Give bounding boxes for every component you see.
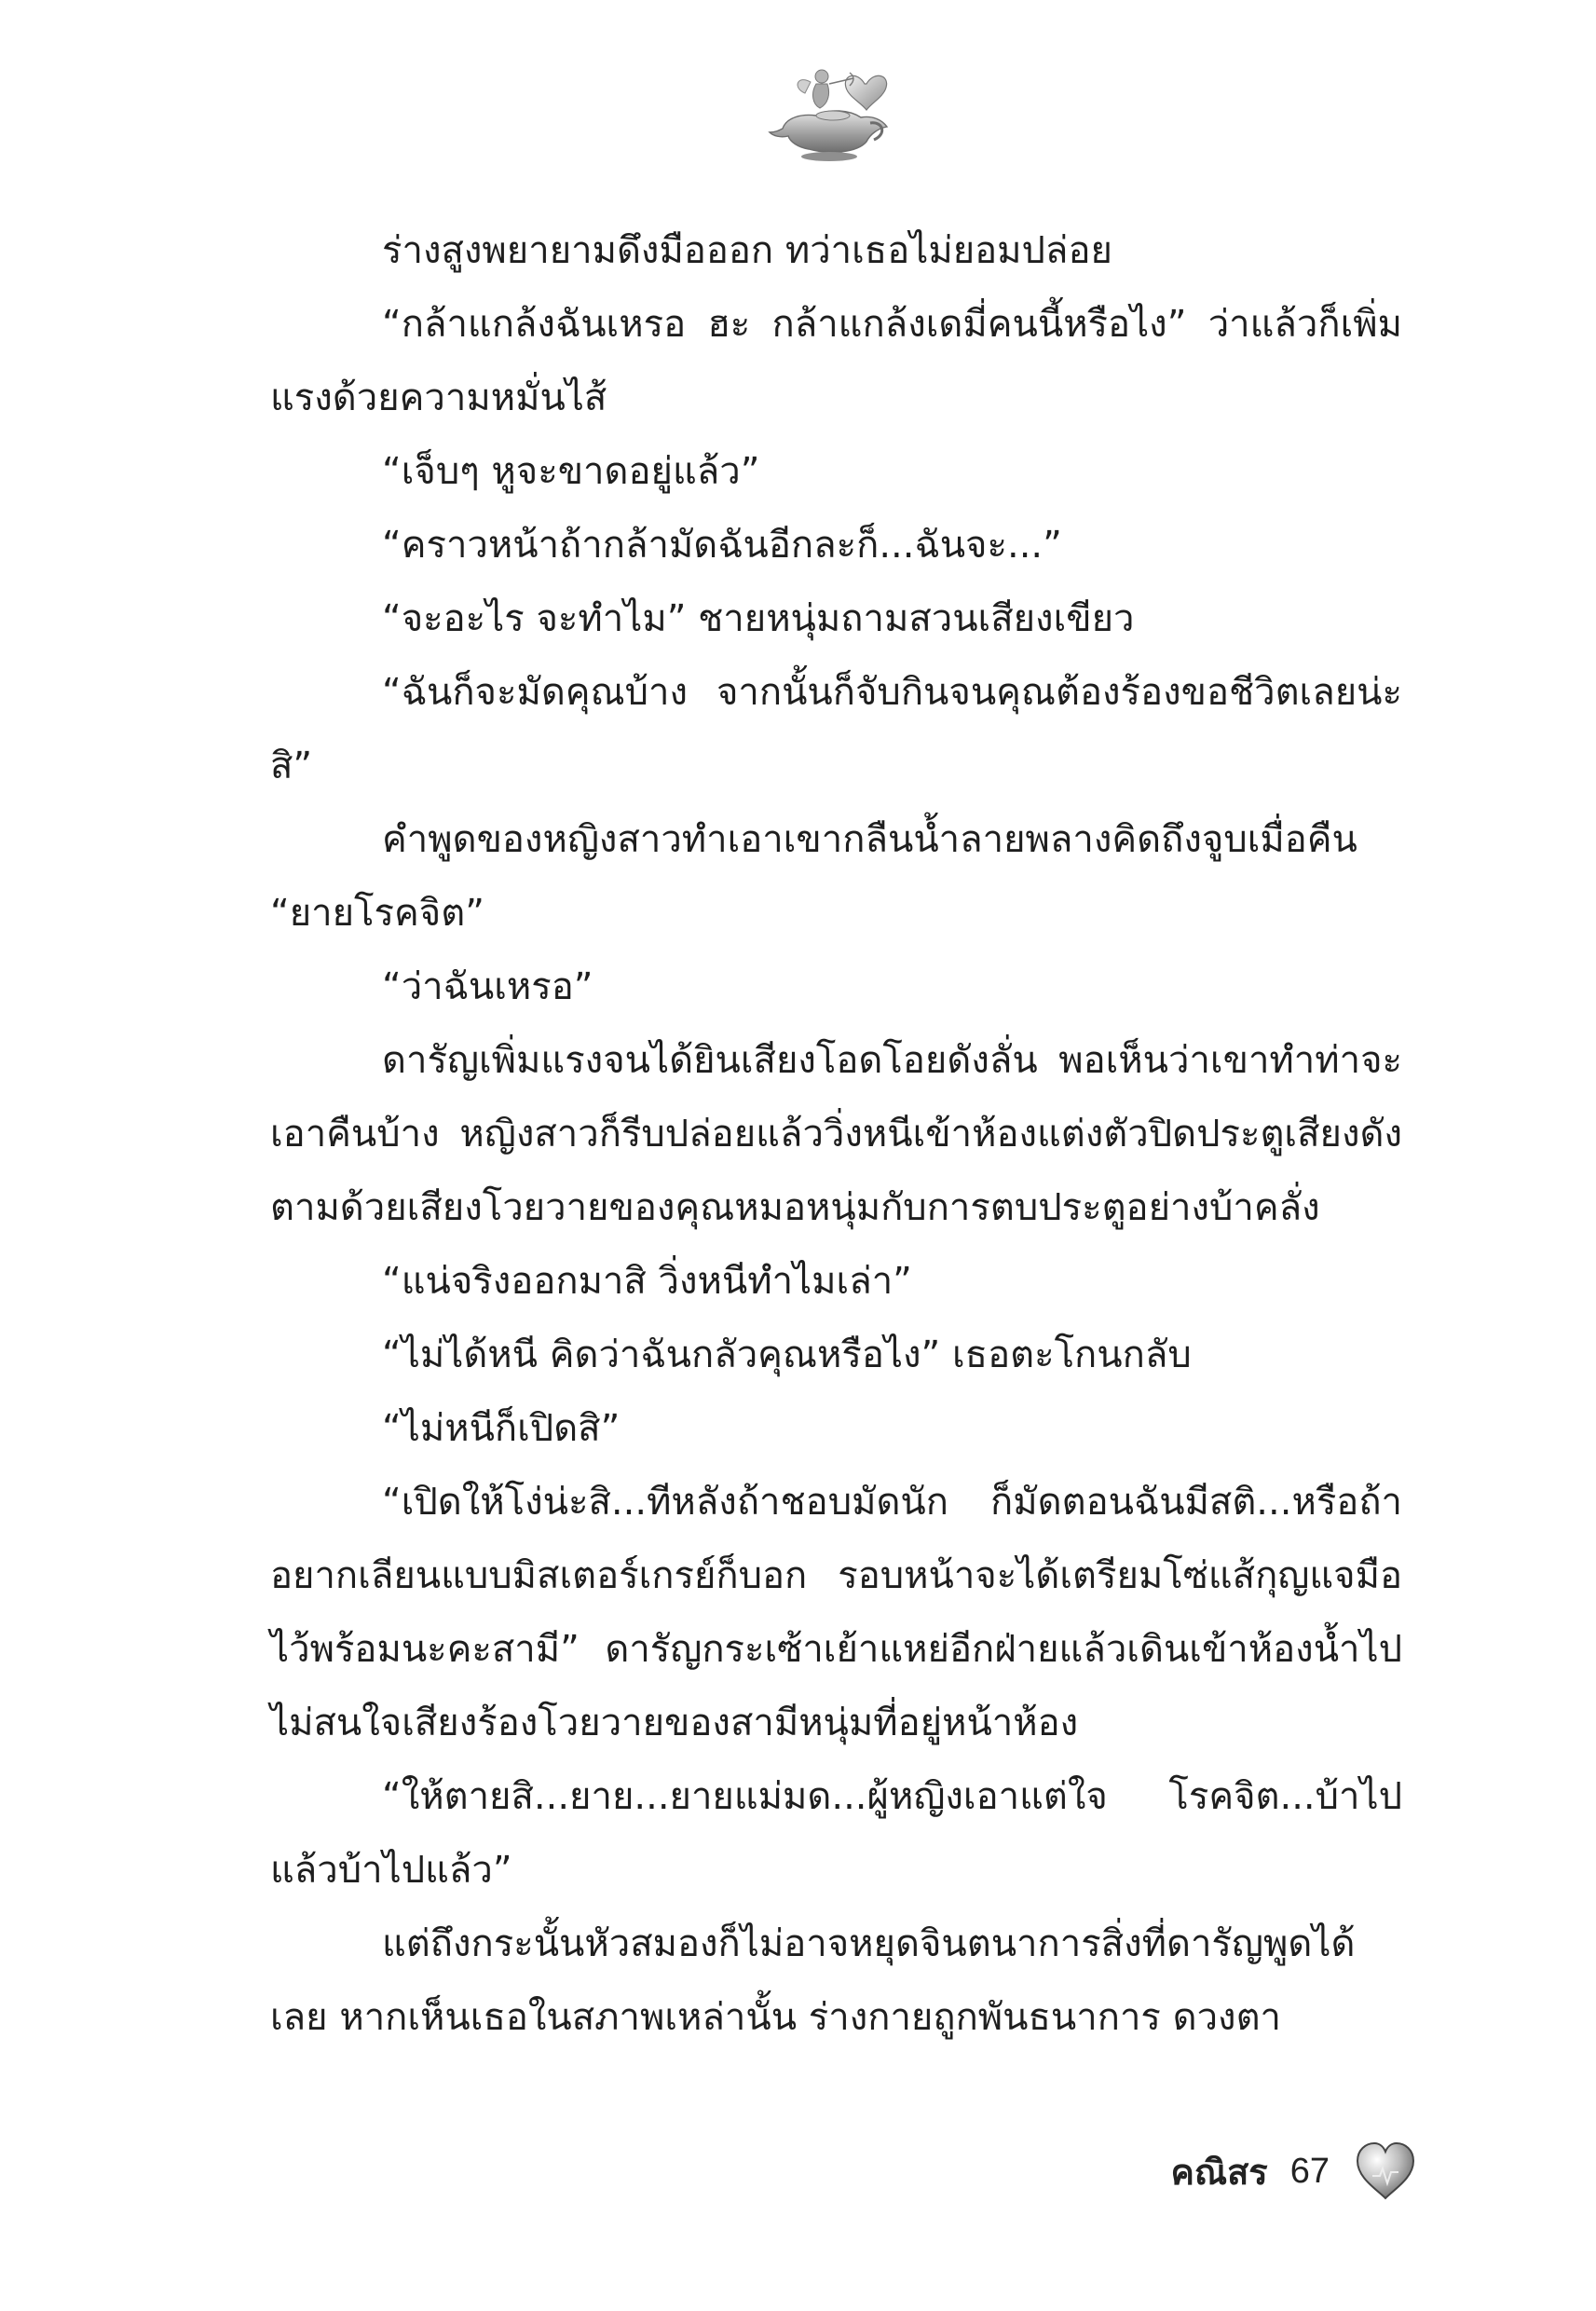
body-text [270,214,1402,2055]
paragraph: คำพูดของหญิงสาวทำเอาเขากลืนน้ำลายพลางคิดถึงจูบเมื่อคืน “ยายโรคจิต” [270,818,1357,935]
paragraph: “ให้ตายสิ...ยาย...ยายแม่มด...ผู้หญิงเอาแต่ใจ โรคจิต...บ้าไปแล้วบ้าไปแล้ว” [270,1775,1402,1892]
paragraph: “เปิดให้โง่น่ะสิ...ทีหลังถ้าชอบมัดนัก ก็มัดตอนฉันมีสติ...หรือถ้าอยากเลียนแบบมิสเตอร์เกรย์ก็บอก รอบหน้าจะได้เตรียมโซ่แส้กุญแจมือไว้พร้อมนะคะสามี” ดารัญกระเซ้าเย้าแหย่อีกฝ่ายแล้วเดินเข้าห้องน้ำไป ไม่สนใจเสียงร้องโวยวายของสามีหนุ่มที่อยู่หน้าห้อง [270,1481,1402,1744]
paragraph: “จะอะไร จะทำไม” ชายหนุ่มถามสวนเสียงเขียว [382,597,1135,640]
paragraph: “เจ็บๆ หูจะขาดอยู่แล้ว” [382,450,760,493]
author-name: คณิสร [1170,2151,1268,2193]
paragraph: “คราวหน้าถ้ากล้ามัดฉันอีกละก็...ฉันจะ...” [382,524,1062,567]
paragraph: แต่ถึงกระนั้นหัวสมองก็ไม่อาจหยุดจินตนาการสิ่งที่ดารัญพูดได้เลย หากเห็นเธอในสภาพเหล่านั้น ร่างกายถูกพันธนาการ ดวงตา [270,1922,1356,2039]
page-footer [1170,2134,1419,2208]
paragraph: ร่างสูงพยายามดึงมือออก ทว่าเธอไม่ยอมปล่อย [382,229,1112,272]
page-number: 67 [1289,2151,1330,2191]
paragraph: “กล้าแกล้งฉันเหรอ ฮะ กล้าแกล้งเดมี่คนนี้หรือไง” ว่าแล้วก็เพิ่มแรงด้วยความหมั่นไส้ [270,303,1402,419]
paragraph: “ฉันก็จะมัดคุณบ้าง จากนั้นก็จับกินจนคุณต้องร้องขอชีวิตเลยน่ะสิ” [270,671,1402,787]
paragraph: “ไม่หนีก็เปิดสิ” [382,1407,621,1450]
paragraph: “ไม่ได้หนี คิดว่าฉันกลัวคุณหรือไง” เธอตะโกนกลับ [382,1333,1192,1376]
heart-icon [1352,2139,1419,2204]
teapot-cupid-icon [764,56,904,168]
paragraph: “แน่จริงออกมาสิ วิ่งหนีทำไมเล่า” [382,1260,912,1303]
paragraph: ดารัญเพิ่มแรงจนได้ยินเสียงโอดโอยดังลั่น พอเห็นว่าเขาทำท่าจะเอาคืนบ้าง หญิงสาวก็รีบปล่อยแล้ววิ่งหนีเข้าห้องแต่งตัวปิดประตูเสียงดัง ตามด้วยเสียงโวยวายของคุณหมอหนุ่มกับการตบประตูอย่างบ้าคลั่ง [270,1039,1402,1229]
paragraph: “ว่าฉันเหรอ” [382,965,593,1008]
